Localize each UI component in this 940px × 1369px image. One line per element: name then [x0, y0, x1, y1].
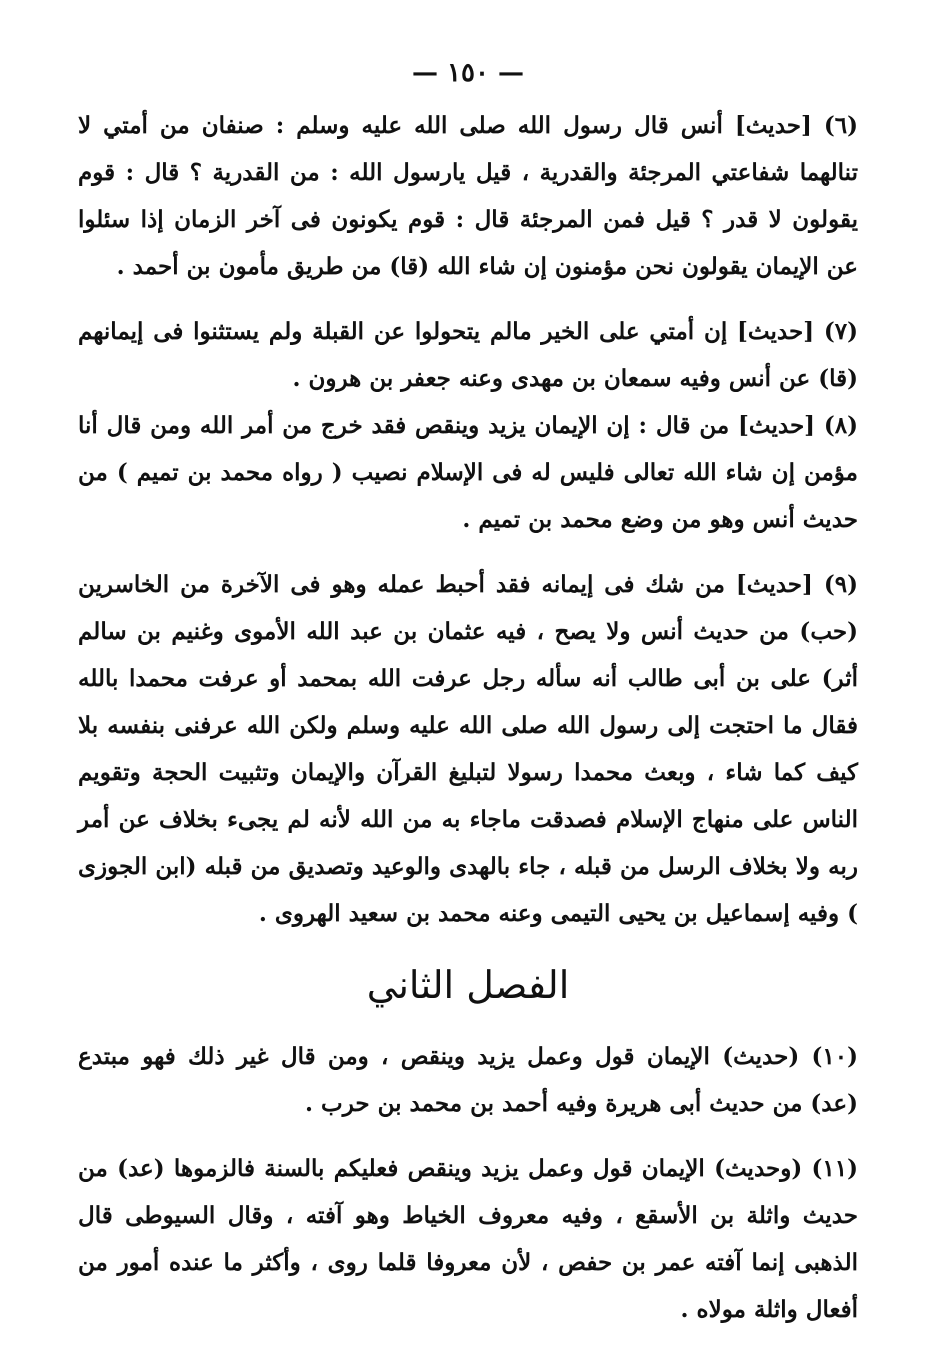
hadith-paragraph-6: (٦) [حديث] أنس قال رسول الله صلى الله عليه وسلم : صنفان من أمتي لا تنالهما شفاعتي المرجئة والقدرية ، قيل يارسول الله : من القدرية ؟ قال : قوم يقولون لا قدر ؟ قيل فمن المرجئة قال : قوم يكونون فى آخر الزمان إذا سئلوا عن الإيمان يقولون نحن مؤمنون إن شاء الله (قا) من طريق مأمون بن أحمد . — [78, 112, 858, 280]
hadith-paragraph-9: (٩) [حديث] من شك فى إيمانه فقد أحبط عمله وهو فى الآخرة من الخاسرين (حب) من حديث أنس ولا يصح ، فيه عثمان بن عبد الله الأموى وغنيم بن سالم أثر) على بن أبى طالب أنه سأله رجل عرفت الله بمحمد أو عرفت محمدا بالله فقال ما احتجت إلى رسول الله صلى الله عليه وسلم ولكن الله عرفنى بنفسه بلا كيف كما شاء ، وبعث محمدا رسولا لتبليغ القرآن والإيمان وتثبيت الحجة وتقويم الناس على منهاج الإسلام فصدقت ماجاء به من الله لأنه لم يجىء بخلاف عن أمر ربه ولا بخلاف الرسل من قبله ، جاء بالهدى والوعيد وتصديق من قبله (ابن الجوزى ) وفيه إسماعيل بن يحيى التيمى وعنه محمد بن سعيد الهروى . — [78, 571, 858, 927]
hadith-paragraph-10: (١٠) (حديث) الإيمان قول وعمل يزيد وينقص ، ومن قال غير ذلك فهو مبتدع (عد) من حديث أبى هريرة وفيه أحمد بن محمد بن حرب . — [78, 1043, 858, 1117]
hadith-paragraph-11: (١١) (وحديث) الإيمان قول وعمل يزيد وينقص فعليكم بالسنة فالزموها (عد) من حديث واثلة بن الأسقع ، وفيه معروف الخياط وهو آفته ، وقال السيوطى قال الذهبى إنما آفته عمر بن حفص ، لأن معروفا قلما روى ، وأكثر ما عنده أمور من أفعال واثلة مولاه . — [78, 1155, 858, 1323]
hadith-paragraph-8: (٨) [حديث] من قال : إن الإيمان يزيد وينقص فقد خرج من أمر الله ومن قال أنا مؤمن إن شاء الله تعالى فليس له فى الإسلام نصيب ( رواه محمد بن تميم ) من حديث أنس وهو من وضع محمد بن تميم . — [78, 412, 858, 533]
hadith-paragraph-7: (٧) [حديث] إن أمتي على الخير مالم يتحولوا عن القبلة ولم يستثنوا فى إيمانهم (قا) عن أنس وفيه سمعان بن مهدى وعنه جعفر بن هرون . — [78, 318, 858, 392]
section-heading: الفصل الثاني — [366, 963, 570, 1007]
page-number: — ١٥٠ — — [411, 58, 525, 88]
